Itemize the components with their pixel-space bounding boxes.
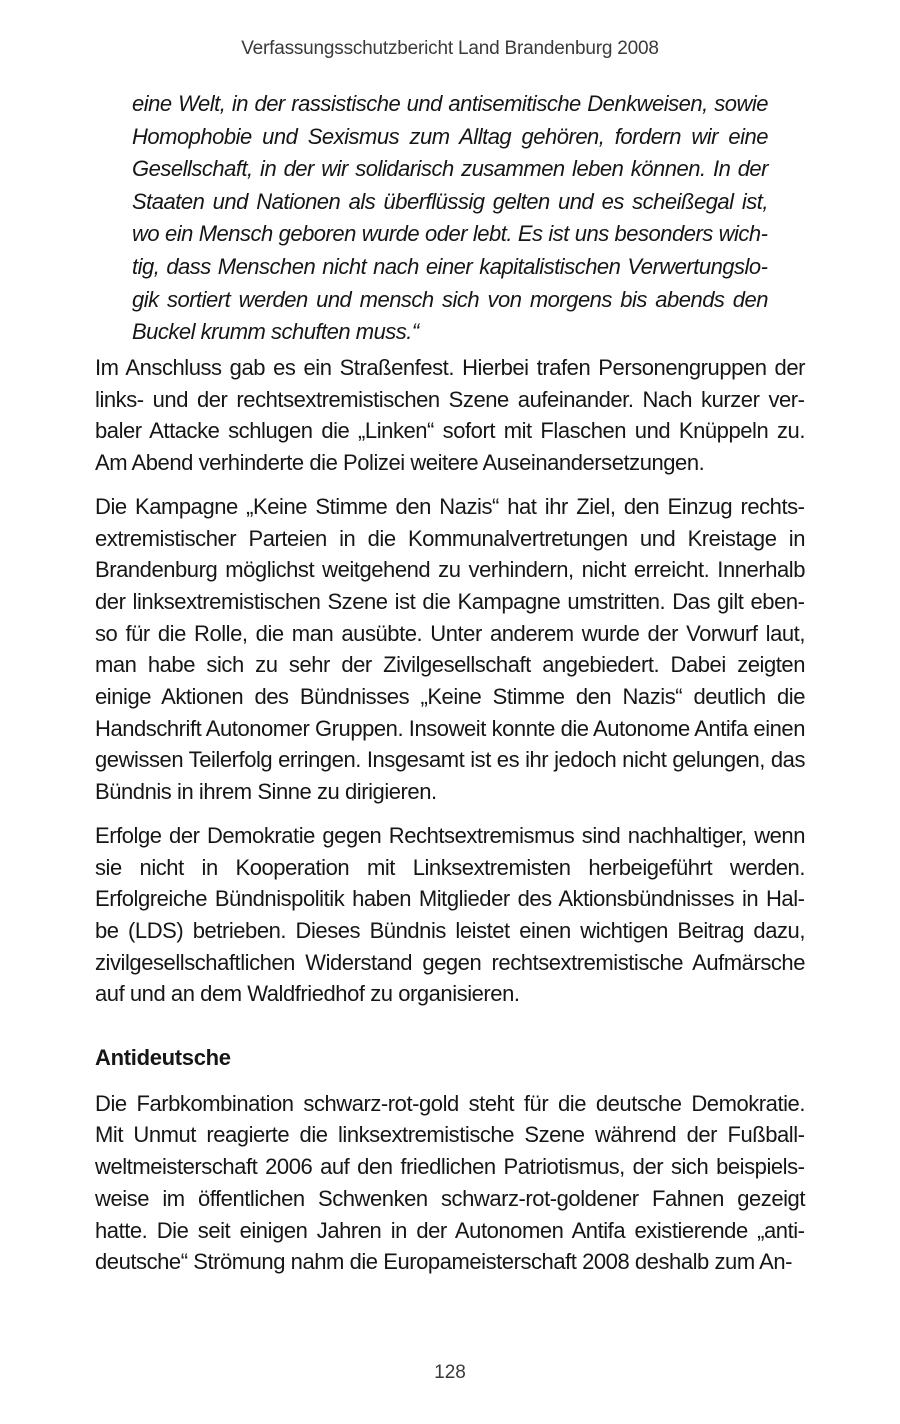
paragraph-antideutsche: Die Farbkombination schwarz-rot-gold steht für die deutsche Demokratie. Mit Unmut reagierte die linksextremistische Szene während der Fußballweltmeisterschaft 2006 auf den friedlichen Patriotismus, der sich beispielsweise im öffentlichen Schwenken schwarz-rot-goldener Fahnen gezeigt hatte. Die seit einigen Jahren in der Autonomen Antifa existierende „antideutsche“ Strömung nahm die Europameisterschaft 2008 deshalb zum An- bbox=[95, 1090, 805, 1275]
paragraph-strassenfest: Im Anschluss gab es ein Straßenfest. Hierbei trafen Personengruppen der links- und der rechtsextremistischen Szene aufeinander. Nach kurzer verbaler Attacke schlugen die „Linken“ sofort mit Flaschen und Knüppeln zu. Am Abend verhinderte die Polizei weitere Auseinandersetzungen. bbox=[95, 355, 805, 476]
paragraph-kampagne: Die Kampagne „Keine Stimme den Nazis“ hat ihr Ziel, den Einzug rechtsextremistischer Parteien in die Kommunalvertretungen und Kreistage in Brandenburg möglichst weitgehend zu verhindern, nicht erreicht. Innerhalb der linksextremistischen Szene ist die Kampagne umstritten. Das gilt ebenso für die Rolle, die man ausübte. Unter anderem wurde der Vorwurf laut, man habe sich zu sehr der Zivilgesellschaft angebiedert. Dabei zeigten einige Aktionen des Bündnisses „Keine Stimme den Nazis“ deutlich die Handschrift Autonomer Gruppen. Insoweit konnte die Autonome Antifa einen gewissen Teilerfolg erringen. Insgesamt ist es ihr jedoch nicht gelungen, das Bündnis in ihrem Sinne zu dirigieren. bbox=[95, 493, 805, 805]
running-header: Verfassungsschutzbericht Land Brandenburg 2008 bbox=[241, 38, 659, 59]
page-number: 128 bbox=[434, 1362, 466, 1383]
paragraph-erfolge-demokratie: Erfolge der Demokratie gegen Rechtsextremismus sind nachhaltiger, wenn sie nicht in Kooperation mit Linksextremisten herbeigeführt werden. Erfolgreiche Bündnispolitik haben Mitglieder des Aktionsbündnisses in Halbe (LDS) betrieben. Dieses Bündnis leistet einen wichtigen Beitrag dazu, zivilgesellschaftlichen Widerstand gegen rechtsextremistische Aufmärsche auf und an dem Waldfriedhof zu organisieren. bbox=[95, 822, 805, 1007]
body-text bbox=[95, 352, 805, 1290]
quote-block: eine Welt, in der rassistische und antisemitische Denkweisen, sowie Homophobie und Sexismus zum Alltag gehören, fordern wir eine Gesellschaft, in der wir solidarisch zusammen leben können. In der Staaten und Nationen als überflüssig gelten und es scheißegal ist, wo ein Mensch geboren wurde oder lebt. Es ist uns besonders wichtig, dass Menschen nicht nach einer kapitalistischen Verwertungslogik sortiert werden und mensch sich von morgens bis abends den Buckel krumm schuften muss.“ bbox=[132, 91, 768, 345]
section-heading: Antideutsche bbox=[95, 1045, 231, 1071]
